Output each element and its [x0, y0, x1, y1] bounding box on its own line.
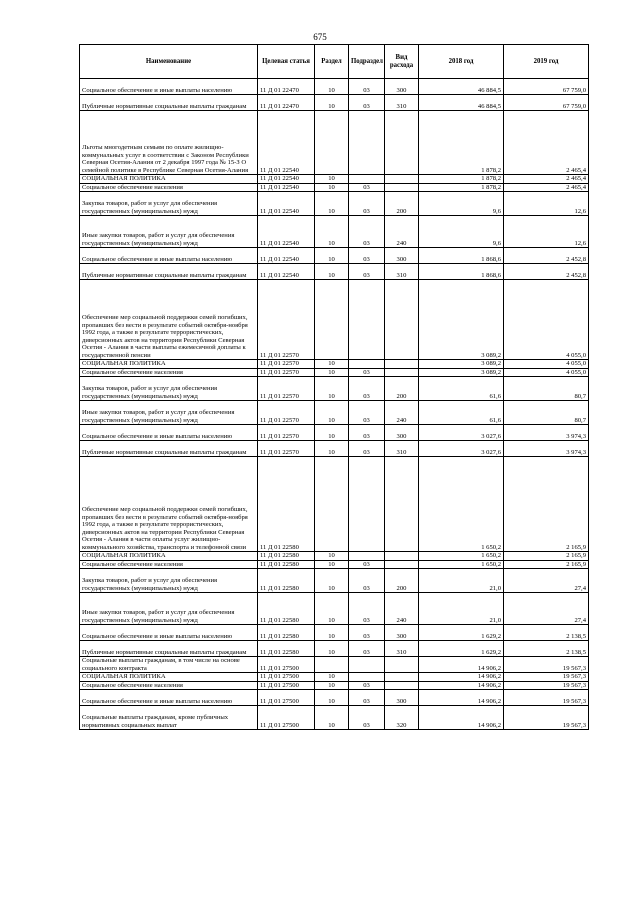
- row-name-cell: Социальное обеспечение и иные выплаты населению: [80, 690, 258, 706]
- column-header-section: Раздел: [315, 45, 349, 79]
- row-target-article-cell: 11 Д 01 22540: [258, 111, 315, 175]
- row-2019-cell: 19 567,3: [504, 690, 589, 706]
- row-section-cell: [315, 457, 349, 552]
- row-target-article-cell: 11 Д 01 22540: [258, 192, 315, 216]
- column-header-2019: 2019 год: [504, 45, 589, 79]
- table-row: [80, 192, 589, 216]
- budget-table: [79, 44, 589, 730]
- row-name-cell: СОЦИАЛЬНАЯ ПОЛИТИКА: [80, 552, 258, 561]
- row-target-article-cell: 11 Д 01 22580: [258, 457, 315, 552]
- table-row: [80, 280, 589, 360]
- row-name-cell: Публичные нормативные социальные выплаты гражданам: [80, 441, 258, 457]
- row-subsection-cell: 03: [349, 401, 385, 425]
- row-subsection-cell: [349, 360, 385, 369]
- row-2018-cell: 1 878,2: [419, 183, 504, 192]
- row-subsection-cell: 03: [349, 641, 385, 657]
- row-section-cell: 10: [315, 673, 349, 682]
- row-2018-cell: 21,0: [419, 593, 504, 625]
- table-body: [80, 79, 589, 730]
- row-section-cell: [315, 111, 349, 175]
- row-target-article-cell: 11 Д 01 22570: [258, 425, 315, 441]
- row-target-article-cell: 11 Д 01 22540: [258, 183, 315, 192]
- row-section-cell: 10: [315, 560, 349, 569]
- row-expense-type-cell: 200: [385, 569, 419, 593]
- row-target-article-cell: 11 Д 01 22580: [258, 641, 315, 657]
- row-2018-cell: 3 089,2: [419, 360, 504, 369]
- row-2018-cell: 14 906,2: [419, 681, 504, 690]
- table-row: [80, 216, 589, 248]
- row-2019-cell: 2 465,4: [504, 175, 589, 184]
- row-subsection-cell: [349, 457, 385, 552]
- row-section-cell: 10: [315, 681, 349, 690]
- row-subsection-cell: 03: [349, 560, 385, 569]
- row-2018-cell: 1 650,2: [419, 552, 504, 561]
- row-target-article-cell: 11 Д 01 22470: [258, 79, 315, 95]
- row-target-article-cell: 11 Д 01 22580: [258, 569, 315, 593]
- table-row: [80, 625, 589, 641]
- row-section-cell: 10: [315, 360, 349, 369]
- table-row: [80, 111, 589, 175]
- row-target-article-cell: 11 Д 01 22580: [258, 625, 315, 641]
- row-expense-type-cell: [385, 368, 419, 377]
- row-2019-cell: 4 055,0: [504, 360, 589, 369]
- row-2019-cell: 12,6: [504, 216, 589, 248]
- row-2018-cell: 21,0: [419, 569, 504, 593]
- row-expense-type-cell: [385, 175, 419, 184]
- row-target-article-cell: 11 Д 01 27500: [258, 673, 315, 682]
- row-2019-cell: 2 165,9: [504, 552, 589, 561]
- row-subsection-cell: 03: [349, 425, 385, 441]
- row-expense-type-cell: 240: [385, 593, 419, 625]
- row-subsection-cell: [349, 280, 385, 360]
- row-subsection-cell: 03: [349, 690, 385, 706]
- row-subsection-cell: [349, 673, 385, 682]
- row-section-cell: 10: [315, 368, 349, 377]
- row-2018-cell: 1 650,2: [419, 560, 504, 569]
- table-row: [80, 377, 589, 401]
- page-number: 675: [313, 32, 327, 42]
- row-name-cell: Социальное обеспечение и иные выплаты населению: [80, 425, 258, 441]
- row-expense-type-cell: [385, 183, 419, 192]
- column-header-expense-type: Вид расхода: [385, 45, 419, 79]
- row-target-article-cell: 11 Д 01 22470: [258, 95, 315, 111]
- row-2019-cell: 2 165,9: [504, 457, 589, 552]
- row-2019-cell: 2 165,9: [504, 560, 589, 569]
- row-name-cell: Социальное обеспечение и иные выплаты населению: [80, 625, 258, 641]
- row-expense-type-cell: 310: [385, 95, 419, 111]
- row-section-cell: 10: [315, 706, 349, 730]
- row-section-cell: [315, 280, 349, 360]
- row-expense-type-cell: [385, 360, 419, 369]
- row-2019-cell: 80,7: [504, 377, 589, 401]
- row-2018-cell: 14 906,2: [419, 690, 504, 706]
- row-section-cell: 10: [315, 441, 349, 457]
- row-section-cell: 10: [315, 175, 349, 184]
- row-expense-type-cell: 300: [385, 625, 419, 641]
- row-expense-type-cell: 310: [385, 441, 419, 457]
- row-2018-cell: 3 027,6: [419, 425, 504, 441]
- row-2019-cell: 19 567,3: [504, 706, 589, 730]
- row-name-cell: Закупка товаров, работ и услуг для обеспечения государственных (муниципальных) нужд: [80, 377, 258, 401]
- row-2019-cell: 2 465,4: [504, 183, 589, 192]
- row-2019-cell: 3 974,3: [504, 441, 589, 457]
- table-row: [80, 657, 589, 673]
- row-2018-cell: 14 906,2: [419, 657, 504, 673]
- row-expense-type-cell: 300: [385, 248, 419, 264]
- row-section-cell: [315, 657, 349, 673]
- row-subsection-cell: 03: [349, 248, 385, 264]
- column-header-2018: 2018 год: [419, 45, 504, 79]
- row-subsection-cell: 03: [349, 377, 385, 401]
- row-2018-cell: 14 906,2: [419, 673, 504, 682]
- table-row: [80, 264, 589, 280]
- row-expense-type-cell: 310: [385, 264, 419, 280]
- row-expense-type-cell: 300: [385, 690, 419, 706]
- row-2018-cell: 3 089,2: [419, 280, 504, 360]
- row-subsection-cell: [349, 552, 385, 561]
- row-target-article-cell: 11 Д 01 22570: [258, 280, 315, 360]
- row-2018-cell: 1 868,6: [419, 248, 504, 264]
- row-2019-cell: 4 055,0: [504, 280, 589, 360]
- row-subsection-cell: 03: [349, 593, 385, 625]
- row-subsection-cell: 03: [349, 95, 385, 111]
- table-row: [80, 425, 589, 441]
- row-subsection-cell: 03: [349, 192, 385, 216]
- row-section-cell: 10: [315, 192, 349, 216]
- row-section-cell: 10: [315, 79, 349, 95]
- row-subsection-cell: 03: [349, 216, 385, 248]
- row-name-cell: Социальное обеспечение и иные выплаты населению: [80, 79, 258, 95]
- row-subsection-cell: 03: [349, 706, 385, 730]
- row-section-cell: 10: [315, 248, 349, 264]
- row-section-cell: 10: [315, 95, 349, 111]
- table-row: [80, 681, 589, 690]
- row-section-cell: 10: [315, 690, 349, 706]
- row-name-cell: Льготы многодетным семьям по оплате жилищно-коммунальных услуг в соответствии с Законом Республики Северная Осетия-Алания от 2 декабря 1997 года № 15-З О семейной политике в Республике Северная Осетия-Алания: [80, 111, 258, 175]
- row-subsection-cell: 03: [349, 368, 385, 377]
- row-2018-cell: 1 650,2: [419, 457, 504, 552]
- row-subsection-cell: 03: [349, 264, 385, 280]
- table-row: [80, 79, 589, 95]
- row-section-cell: 10: [315, 401, 349, 425]
- row-expense-type-cell: 310: [385, 641, 419, 657]
- table-row: [80, 248, 589, 264]
- row-2019-cell: 12,6: [504, 192, 589, 216]
- row-target-article-cell: 11 Д 01 22570: [258, 441, 315, 457]
- row-target-article-cell: 11 Д 01 22570: [258, 368, 315, 377]
- row-2019-cell: 27,4: [504, 593, 589, 625]
- column-header-name: Наименование: [80, 45, 258, 79]
- row-section-cell: 10: [315, 593, 349, 625]
- row-2019-cell: 80,7: [504, 401, 589, 425]
- row-target-article-cell: 11 Д 01 22570: [258, 360, 315, 369]
- row-section-cell: 10: [315, 552, 349, 561]
- table-row: [80, 690, 589, 706]
- table-row: [80, 560, 589, 569]
- row-section-cell: 10: [315, 625, 349, 641]
- row-2018-cell: 14 906,2: [419, 706, 504, 730]
- row-2019-cell: 2 465,4: [504, 111, 589, 175]
- row-subsection-cell: 03: [349, 441, 385, 457]
- row-subsection-cell: 03: [349, 183, 385, 192]
- row-section-cell: 10: [315, 264, 349, 280]
- table-row: [80, 175, 589, 184]
- row-subsection-cell: 03: [349, 681, 385, 690]
- row-expense-type-cell: 300: [385, 79, 419, 95]
- row-expense-type-cell: [385, 280, 419, 360]
- row-section-cell: 10: [315, 377, 349, 401]
- row-2019-cell: 27,4: [504, 569, 589, 593]
- row-2018-cell: 46 884,5: [419, 95, 504, 111]
- row-name-cell: Закупка товаров, работ и услуг для обеспечения государственных (муниципальных) нужд: [80, 569, 258, 593]
- table-row: [80, 95, 589, 111]
- row-target-article-cell: 11 Д 01 22540: [258, 216, 315, 248]
- row-target-article-cell: 11 Д 01 27500: [258, 657, 315, 673]
- row-name-cell: СОЦИАЛЬНАЯ ПОЛИТИКА: [80, 673, 258, 682]
- row-name-cell: Иные закупки товаров, работ и услуг для обеспечения государственных (муниципальных) нужд: [80, 401, 258, 425]
- row-name-cell: Социальное обеспечение населения: [80, 560, 258, 569]
- table-header-row: [80, 45, 589, 79]
- row-2019-cell: 19 567,3: [504, 673, 589, 682]
- row-target-article-cell: 11 Д 01 22580: [258, 560, 315, 569]
- row-expense-type-cell: 200: [385, 377, 419, 401]
- row-2018-cell: 1 629,2: [419, 625, 504, 641]
- row-2018-cell: 3 027,6: [419, 441, 504, 457]
- row-target-article-cell: 11 Д 01 22570: [258, 401, 315, 425]
- row-name-cell: Обеспечение мер социальной поддержки семей погибших, пропавших без вести в результате событий октября-ноября 1992 года, а также в результате террористических, диверсионных актов на территории Республики Северная Осетия - Алания в части оплаты услуг жилищно-коммунального хозяйства, транспорта и телефонной связи: [80, 457, 258, 552]
- table-row: [80, 569, 589, 593]
- row-2019-cell: 67 759,0: [504, 79, 589, 95]
- row-target-article-cell: 11 Д 01 22540: [258, 248, 315, 264]
- row-2018-cell: 9,6: [419, 192, 504, 216]
- row-name-cell: Социальные выплаты гражданам, кроме публичных нормативных социальных выплат: [80, 706, 258, 730]
- row-2018-cell: 1 868,6: [419, 264, 504, 280]
- row-subsection-cell: [349, 175, 385, 184]
- table-row: [80, 401, 589, 425]
- row-name-cell: Социальное обеспечение населения: [80, 681, 258, 690]
- row-2018-cell: 1 629,2: [419, 641, 504, 657]
- row-section-cell: 10: [315, 183, 349, 192]
- row-expense-type-cell: [385, 111, 419, 175]
- row-2018-cell: 1 878,2: [419, 175, 504, 184]
- table-row: [80, 457, 589, 552]
- row-expense-type-cell: 200: [385, 192, 419, 216]
- row-expense-type-cell: 300: [385, 425, 419, 441]
- row-subsection-cell: [349, 657, 385, 673]
- row-section-cell: 10: [315, 216, 349, 248]
- column-header-subsection: Подраздел: [349, 45, 385, 79]
- row-subsection-cell: 03: [349, 625, 385, 641]
- row-2019-cell: 2 452,8: [504, 248, 589, 264]
- row-section-cell: 10: [315, 569, 349, 593]
- row-name-cell: Публичные нормативные социальные выплаты гражданам: [80, 641, 258, 657]
- row-2018-cell: 46 884,5: [419, 79, 504, 95]
- table-row: [80, 441, 589, 457]
- row-target-article-cell: 11 Д 01 27500: [258, 706, 315, 730]
- table-row: [80, 183, 589, 192]
- table-row: [80, 368, 589, 377]
- row-name-cell: Иные закупки товаров, работ и услуг для обеспечения государственных (муниципальных) нужд: [80, 216, 258, 248]
- row-name-cell: СОЦИАЛЬНАЯ ПОЛИТИКА: [80, 360, 258, 369]
- row-target-article-cell: 11 Д 01 22570: [258, 377, 315, 401]
- table-row: [80, 552, 589, 561]
- table-row: [80, 673, 589, 682]
- row-expense-type-cell: 240: [385, 216, 419, 248]
- row-expense-type-cell: [385, 657, 419, 673]
- row-target-article-cell: 11 Д 01 27500: [258, 681, 315, 690]
- row-2019-cell: 2 452,8: [504, 264, 589, 280]
- row-2018-cell: 3 089,2: [419, 368, 504, 377]
- table-row: [80, 641, 589, 657]
- row-name-cell: Публичные нормативные социальные выплаты гражданам: [80, 95, 258, 111]
- row-2019-cell: 3 974,3: [504, 425, 589, 441]
- row-2019-cell: 67 759,0: [504, 95, 589, 111]
- row-name-cell: Социальное обеспечение населения: [80, 183, 258, 192]
- row-section-cell: 10: [315, 425, 349, 441]
- row-name-cell: СОЦИАЛЬНАЯ ПОЛИТИКА: [80, 175, 258, 184]
- row-name-cell: Социальные выплаты гражданам, в том числе на основе социального контракта: [80, 657, 258, 673]
- table-row: [80, 360, 589, 369]
- row-name-cell: Иные закупки товаров, работ и услуг для обеспечения государственных (муниципальных) нужд: [80, 593, 258, 625]
- row-name-cell: Публичные нормативные социальные выплаты гражданам: [80, 264, 258, 280]
- row-name-cell: Закупка товаров, работ и услуг для обеспечения государственных (муниципальных) нужд: [80, 192, 258, 216]
- row-2018-cell: 1 878,2: [419, 111, 504, 175]
- row-expense-type-cell: 320: [385, 706, 419, 730]
- table-row: [80, 593, 589, 625]
- row-expense-type-cell: [385, 560, 419, 569]
- row-name-cell: Обеспечение мер социальной поддержки семей погибших, пропавших без вести в результате событий октября-ноября 1992 года, а также в результате террористических, диверсионных актов на территории Республики Северная Осетия - Алания в части выплаты ежемесячной доплаты к государственной пенсии: [80, 280, 258, 360]
- table-row: [80, 706, 589, 730]
- row-target-article-cell: 11 Д 01 27500: [258, 690, 315, 706]
- row-expense-type-cell: [385, 457, 419, 552]
- row-2019-cell: 2 138,5: [504, 641, 589, 657]
- row-target-article-cell: 11 Д 01 22580: [258, 552, 315, 561]
- row-name-cell: Социальное обеспечение населения: [80, 368, 258, 377]
- row-expense-type-cell: 240: [385, 401, 419, 425]
- row-section-cell: 10: [315, 641, 349, 657]
- row-2018-cell: 9,6: [419, 216, 504, 248]
- row-name-cell: Социальное обеспечение и иные выплаты населению: [80, 248, 258, 264]
- row-expense-type-cell: [385, 673, 419, 682]
- row-2018-cell: 61,6: [419, 377, 504, 401]
- row-subsection-cell: [349, 111, 385, 175]
- row-2019-cell: 19 567,3: [504, 681, 589, 690]
- row-subsection-cell: 03: [349, 79, 385, 95]
- row-expense-type-cell: [385, 552, 419, 561]
- row-target-article-cell: 11 Д 01 22580: [258, 593, 315, 625]
- row-2019-cell: 2 138,5: [504, 625, 589, 641]
- row-expense-type-cell: [385, 681, 419, 690]
- row-2018-cell: 61,6: [419, 401, 504, 425]
- row-2019-cell: 19 567,3: [504, 657, 589, 673]
- row-target-article-cell: 11 Д 01 22540: [258, 175, 315, 184]
- column-header-target-article: Целевая статья: [258, 45, 315, 79]
- row-2019-cell: 4 055,0: [504, 368, 589, 377]
- row-target-article-cell: 11 Д 01 22540: [258, 264, 315, 280]
- row-subsection-cell: 03: [349, 569, 385, 593]
